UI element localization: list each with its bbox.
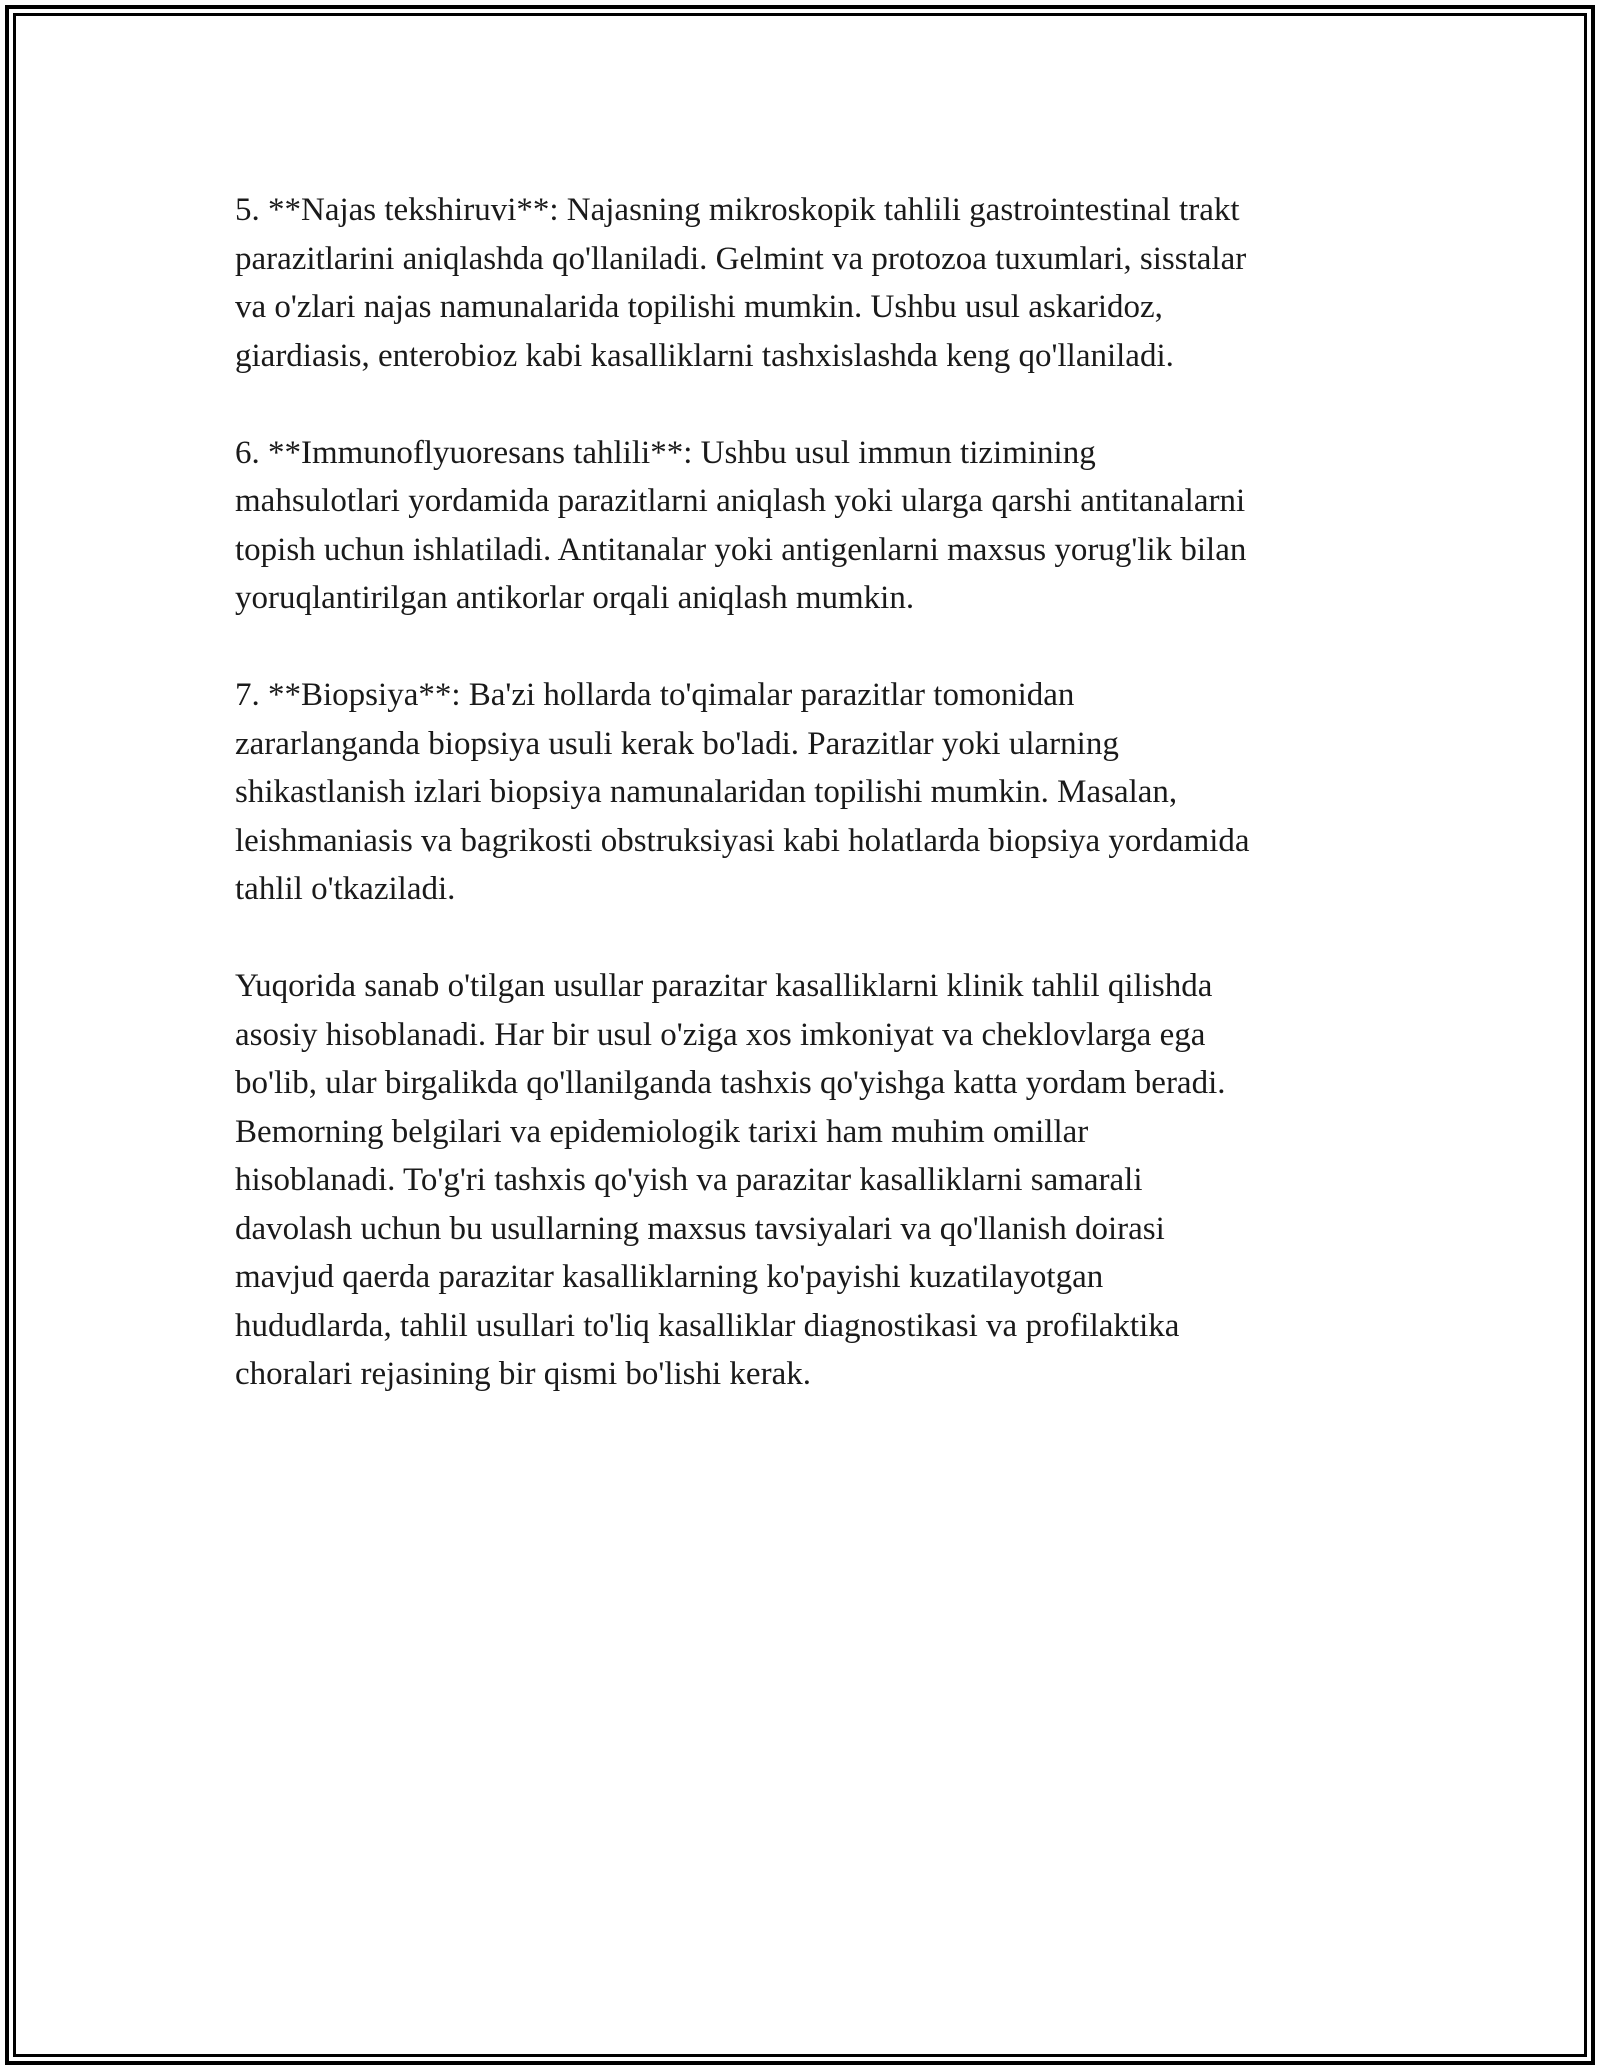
paragraph-conclusion: Yuqorida sanab o'tilgan usullar parazitar kasalliklarni klinik tahlil qilishda asosiy hisoblanadi. Har bir usul o'ziga xos imkoniyat va cheklovlarga ega bo'lib, ular birgalikda qo'llanilganda tashxis qo'yishga katta yordam beradi. Bemorning belgilari va epidemiologik tarixi ham muhim omillar hisoblanadi. To'g'ri tashxis qo'yish va parazitar kasalliklarni samarali davolash uchun bu usullarning maxsus tavsiyalari va qo'llanish doirasi mavjud qaerda parazitar kasalliklarning ko'payishi kuzatilayotgan hududlarda, tahlil usullari to'liq kasalliklar diagnostikasi va profilaktika choralari rejasining bir qismi bo'lishi kerak. <box>235 968 1226 1392</box>
document-body <box>235 186 1385 1447</box>
paragraph-najas-tekshiruvi: 5. **Najas tekshiruvi**: Najasning mikroskopik tahlili gastrointestinal trakt parazitlarini aniqlashda qo'llaniladi. Gelmint va protozoa tuxumlari, sisstalar va o'zlari najas namunalarida topilishi mumkin. Ushbu usul askaridoz, giardiasis, enterobioz kabi kasalliklarni tashxislashda keng qo'llaniladi. <box>235 192 1247 374</box>
paragraph-biopsiya: 7. **Biopsiya**: Ba'zi hollarda to'qimalar parazitlar tomonidan zararlanganda biopsiya usuli kerak bo'ladi. Parazitlar yoki ularning shikastlanish izlari biopsiya namunalaridan topilishi mumkin. Masalan, leishmaniasis va bagrikosti obstruksiyasi kabi holatlarda biopsiya yordamida tahlil o'tkaziladi. <box>235 677 1250 907</box>
paragraph-immunoflyuoresans-tahlili: 6. **Immunoflyuoresans tahlili**: Ushbu usul immun tizimining mahsulotlari yordamida parazitlarni aniqlash yoki ularga qarshi antitanalarni topish uchun ishlatiladi. Antitanalar yoki antigenlarni maxsus yorug'lik bilan yoruqlantirilgan antikorlar orqali aniqlash mumkin. <box>235 434 1247 616</box>
